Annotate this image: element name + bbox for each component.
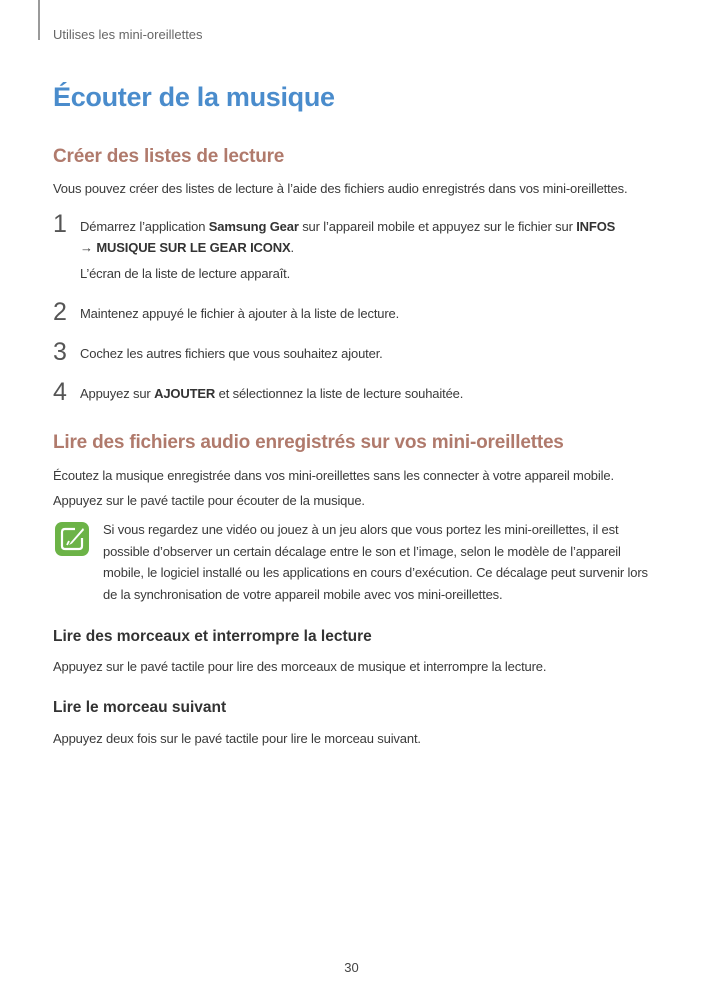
page-number: 30 (344, 960, 359, 975)
step-4-text (80, 383, 660, 404)
step-number-2: 2 (53, 298, 67, 326)
step-1-end: . (290, 240, 294, 255)
note-text: Si vous regardez une vidéo ou jouez à un jeu alors que vous portez les mini-oreillettes, il est possible d’observer un certain décalage entre le son et l’image, selon le modèle de l’appareil mobile, le logiciel installé ou les applications en cours d’exécution. Ce décalage peut survenir lors de la synchronisation de votre appareil mobile avec vos mini-oreillettes. (103, 522, 648, 602)
play-files-paragraph-1: Écoutez la musique enregistrée dans vos mini-oreillettes sans les connecter à votre appareil mobile. (53, 468, 614, 483)
running-header: Utilises les mini-oreillettes (53, 27, 203, 42)
step-2-text: Maintenez appuyé le fichier à ajouter à la liste de lecture. (80, 306, 400, 321)
step-4-pre: Appuyez sur (80, 386, 155, 401)
header-rule (38, 0, 40, 40)
step-1-arrow: → (80, 240, 93, 255)
step-1-pre: Démarrez l’application (80, 219, 209, 234)
note-pencil-icon (55, 522, 89, 556)
page-title: Écouter de la musique (53, 82, 335, 112)
step-number-1: 1 (53, 210, 67, 238)
section-heading-play-files: Lire des fichiers audio enregistrés sur vos mini-oreillettes (53, 432, 564, 453)
step-1-result: L’écran de la liste de lecture apparaît. (80, 266, 291, 281)
step-4-button-label: AJOUTER (154, 386, 216, 401)
section-heading-playlists: Créer des listes de lecture (53, 146, 285, 167)
step-1-path-2: MUSIQUE SUR LE GEAR ICONX (96, 240, 291, 255)
play-files-paragraph-2: Appuyez sur le pavé tactile pour écouter de la musique. (53, 493, 365, 508)
step-1-text (80, 216, 660, 258)
subheading-play-pause: Lire des morceaux et interrompre la lecture (53, 628, 372, 645)
step-1-mid: sur l’appareil mobile et appuyez sur le fichier sur (298, 219, 577, 234)
step-number-4: 4 (53, 378, 67, 406)
step-4-post: et sélectionnez la liste de lecture souhaitée. (215, 386, 464, 401)
playlists-intro: Vous pouvez créer des listes de lecture à l’aide des fichiers audio enregistrés dans vos mini-oreillettes. (53, 181, 628, 196)
step-1-app: Samsung Gear (208, 219, 299, 234)
play-pause-text: Appuyez sur le pavé tactile pour lire des morceaux de musique et interrompre la lecture. (53, 659, 547, 674)
subheading-next-track: Lire le morceau suivant (53, 699, 227, 716)
next-track-text: Appuyez deux fois sur le pavé tactile pour lire le morceau suivant. (53, 731, 421, 746)
step-1-path-1: INFOS (576, 219, 616, 234)
step-number-3: 3 (53, 338, 67, 366)
step-3-text: Cochez les autres fichiers que vous souhaitez ajouter. (80, 346, 383, 361)
